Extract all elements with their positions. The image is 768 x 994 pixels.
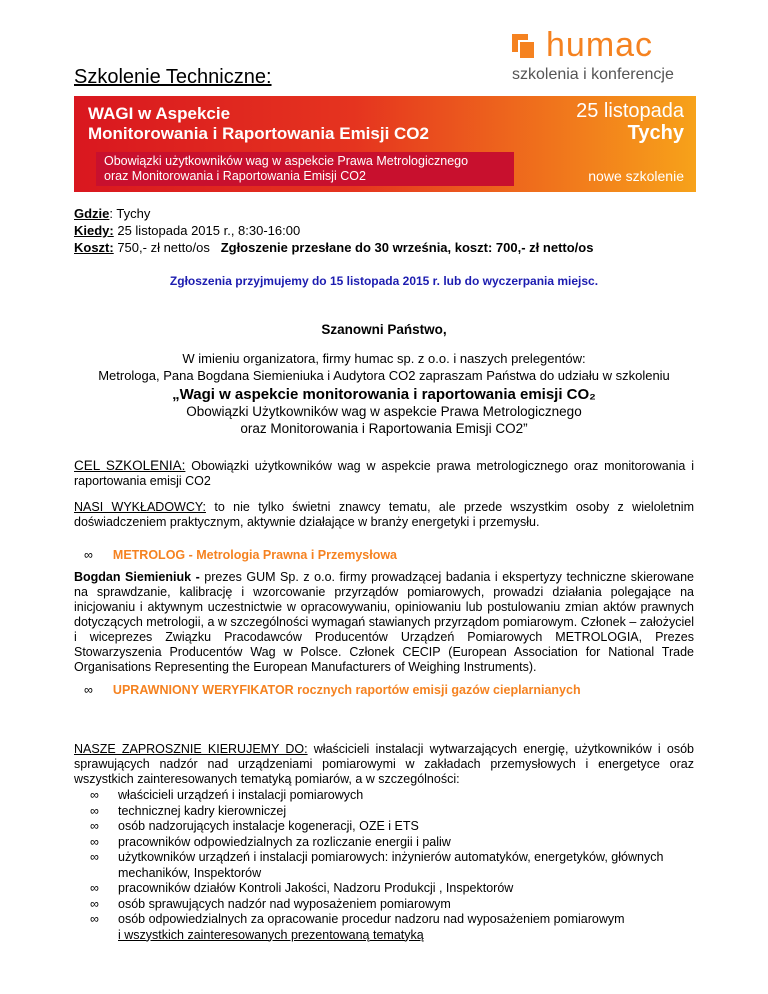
siemieniuk-bio: [74, 570, 694, 675]
verifier-heading: [84, 683, 581, 697]
lecturers-section: [74, 500, 694, 530]
logo-tagline: szkolenia i konferencje: [512, 66, 674, 83]
course-name: [60, 386, 708, 437]
infinity-bullet-icon: ∞: [90, 850, 99, 864]
list-item: ∞ właścicieli urządzeń i instalacji pomiarowych: [90, 788, 364, 802]
logo-name: humac: [546, 26, 654, 64]
list-item: ∞ osób nadzorujących instalacje kogeneracji, OZE i ETS: [90, 819, 419, 833]
when-row: [74, 222, 593, 239]
metrolog-heading-text: METROLOG - Metrologia Prawna i Przemysłowa: [112, 548, 398, 562]
banner-title: [88, 104, 429, 144]
intro-line1: W imieniu organizatora, firmy humac sp. z o.o. i naszych prelegentów:: [182, 351, 586, 366]
infinity-bullet-icon: ∞: [90, 912, 99, 926]
goal-heading: CEL SZKOLENIA:: [74, 458, 186, 473]
cost-value: 750,- zł netto/os: [113, 240, 210, 255]
list-item-continuation: i wszystkich zainteresowanych prezentowaną tematyką: [118, 927, 424, 942]
siemieniuk-name: Bogdan Siemieniuk -: [74, 570, 200, 584]
new-course-label: nowe szkolenie: [588, 168, 684, 184]
lecturers-text: to nie tylko świetni znawcy tematu, ale przede wszystkim osoby z wieloletnim doświadczeniem praktycznym, aktywnie działające w branży energetyki i przemysłu.: [74, 500, 694, 529]
infinity-bullet-icon: ∞: [84, 683, 93, 697]
humac-logo: [512, 28, 702, 88]
where-label: Gdzie: [74, 206, 110, 221]
where-value: : Tychy: [109, 206, 151, 221]
event-info: [74, 205, 593, 256]
course-banner: [74, 96, 696, 192]
page-title: Szkolenie Techniczne:: [74, 66, 272, 88]
list-item: ∞ osób sprawujących nadzór nad wyposażeniem pomiarowym: [90, 896, 451, 911]
banner-sub-line1: Obowiązki użytkowników wag w aspekcie Prawa Metrologicznego: [104, 154, 469, 168]
banner-sub-line2: oraz Monitorowania i Raportowania Emisji CO2: [104, 169, 366, 183]
banner-title-line2: Monitorowania i Raportowania Emisji CO2: [88, 124, 429, 143]
verifier-heading-text: UPRAWNIONY WERYFIKATOR rocznych raportów emisji gazów cieplarnianych: [112, 683, 581, 697]
course-line3: oraz Monitorowania i Raportowania Emisji CO2”: [240, 421, 528, 436]
banner-date: 25 listopada: [576, 100, 684, 122]
siemieniuk-text: prezes GUM Sp. z o.o. firmy prowadzącej badania i ekspertyzy techniczne skierowane na sprawdzanie, kalibrację i wzorcowanie przyrządów pomiarowych, prowadzi działania polegające na inicjowaniu i aktywnym uczestnictwie w opracowywaniu, opiniowaniu lub postulowaniu zmian aktów prawnych dotyczących metrologii, a w szczególności wymagań stawianych przyrządom pomiarowym. Członek – założyciel i wiceprezes Związku Pracodawców Producentów Urządzeń Pomiarowych METROLOGIA, Prezes Stowarzyszenia Producentów Wag w Polsce. Członek CECIP (European Association for National Trade Organisations Representing the European Manufacturers of Weighing Instruments).: [74, 570, 694, 674]
list-item: ∞ osób odpowiedzialnych za opracowanie procedur nadzoru nad wyposażeniem pomiarowym: [90, 912, 625, 926]
banner-subtitle: [96, 152, 514, 186]
infinity-bullet-icon: ∞: [90, 881, 99, 895]
intro: [60, 350, 708, 384]
logo-square-icon: [512, 34, 534, 58]
cost-label: Koszt:: [74, 240, 114, 255]
cost-row: [74, 239, 593, 256]
infinity-bullet-icon: ∞: [90, 834, 99, 849]
metrolog-heading: [84, 548, 397, 562]
audience-list: [90, 788, 694, 943]
goal-section: [74, 458, 694, 489]
invite-heading: NASZE ZAPROSZNIE KIERUJEMY DO:: [74, 742, 308, 756]
banner-title-line1: WAGI w Aspekcie: [88, 104, 231, 123]
invite-text: właścicieli instalacji wytwarzających energię, użytkowników i osób sprawujących nadzór nad urządzeniami pomiarowymi w zakładach przemysłowych i energetyce oraz wszystkich zainteresowanych tematyką pomiarów, a w szczególności:: [74, 742, 694, 786]
banner-city: Tychy: [627, 122, 684, 144]
where-row: [74, 205, 593, 222]
greeting: Szanowni Państwo,: [321, 322, 447, 337]
cost-note: Zgłoszenie przesłane do 30 września, koszt: 700,- zł netto/os: [220, 240, 594, 255]
registration-notice: Zgłoszenia przyjmujemy do 15 listopada 2015 r. lub do wyczerpania miejsc.: [169, 274, 599, 288]
list-item: ∞ użytkowników urządzeń i instalacji pomiarowych: inżynierów automatyków, energetyków, głównych mechaników, Inspektorów: [90, 850, 664, 880]
list-item: ∞ pracowników odpowiedzialnych za rozliczanie energii i paliw: [90, 834, 451, 849]
course-title: „Wagi w aspekcie monitorowania i raportowania emisji CO₂: [172, 386, 596, 403]
infinity-bullet-icon: ∞: [90, 896, 99, 911]
list-item: ∞ technicznej kadry kierowniczej: [90, 803, 287, 818]
infinity-bullet-icon: ∞: [90, 819, 99, 833]
intro-line2: Metrologa, Pana Bogdana Siemieniuka i Audytora CO2 zapraszam Państwa do udziału w szkoleniu: [98, 368, 670, 383]
infinity-bullet-icon: ∞: [90, 803, 99, 818]
course-line2: Obowiązki Użytkowników wag w aspekcie Prawa Metrologicznego: [186, 404, 582, 419]
goal-text: Obowiązki użytkowników wag w aspekcie prawa metrologicznego oraz monitorowania i raportowania emisji CO2: [74, 459, 694, 488]
banner-date-block: [576, 100, 684, 144]
invite-section: [74, 742, 694, 787]
infinity-bullet-icon: ∞: [90, 788, 99, 802]
infinity-bullet-icon: ∞: [84, 548, 93, 562]
when-value: 25 listopada 2015 r., 8:30-16:00: [113, 223, 301, 238]
lecturers-heading: NASI WYKŁADOWCY:: [74, 500, 206, 514]
list-item: ∞ pracowników działów Kontroli Jakości, Nadzoru Produkcji , Inspektorów: [90, 881, 514, 895]
when-label: Kiedy:: [74, 223, 114, 238]
